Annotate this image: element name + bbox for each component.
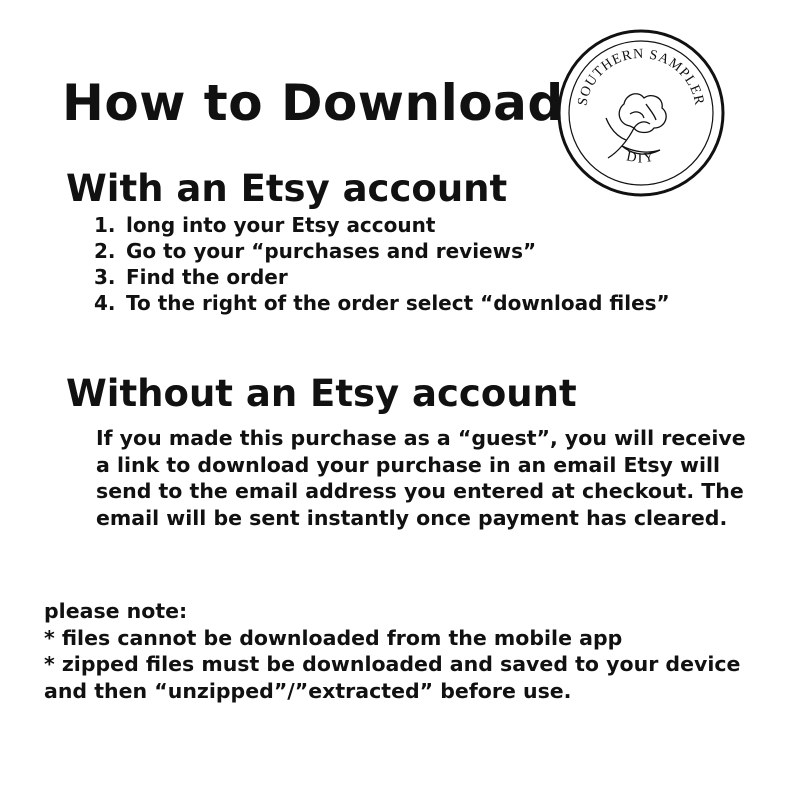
please-note-section bbox=[44, 598, 784, 704]
step-text: Go to your “purchases and reviews” bbox=[126, 239, 537, 263]
note-label: please note: bbox=[44, 599, 188, 623]
southern-sampler-logo bbox=[556, 28, 726, 198]
with-account-heading: With an Etsy account bbox=[66, 167, 508, 210]
paragraph-line: email will be sent instantly once payment has cleared. bbox=[96, 505, 728, 530]
step-number: 3. bbox=[94, 265, 116, 289]
note-line: and then “unzipped”/”extracted” before use. bbox=[44, 678, 572, 703]
step-item bbox=[94, 264, 670, 290]
step-item bbox=[94, 290, 670, 316]
without-account-paragraph bbox=[96, 425, 776, 531]
without-account-heading: Without an Etsy account bbox=[66, 372, 577, 415]
paragraph-line: send to the email address you entered at checkout. The bbox=[96, 479, 744, 503]
page-title: How to Download bbox=[62, 74, 564, 132]
cotton-flower-icon bbox=[606, 94, 666, 158]
paragraph-line: a link to download your purchase in an email Etsy will bbox=[96, 452, 721, 477]
step-item bbox=[94, 238, 670, 264]
step-item bbox=[94, 212, 670, 238]
paragraph-line: If you made this purchase as a “guest”, you will receive bbox=[96, 426, 746, 450]
note-line: * zipped files must be downloaded and saved to your device bbox=[44, 652, 741, 676]
logo-bottom-text: DIY bbox=[624, 149, 658, 167]
logo-top-text: SOUTHERN SAMPLER bbox=[575, 46, 707, 108]
with-account-steps bbox=[94, 212, 670, 316]
step-number: 1. bbox=[94, 213, 116, 237]
note-line: * files cannot be downloaded from the mobile app bbox=[44, 625, 623, 650]
step-text: long into your Etsy account bbox=[126, 213, 436, 237]
step-number: 2. bbox=[94, 239, 116, 263]
step-text: To the right of the order select “download files” bbox=[126, 291, 670, 315]
step-number: 4. bbox=[94, 291, 116, 315]
step-text: Find the order bbox=[126, 265, 288, 289]
